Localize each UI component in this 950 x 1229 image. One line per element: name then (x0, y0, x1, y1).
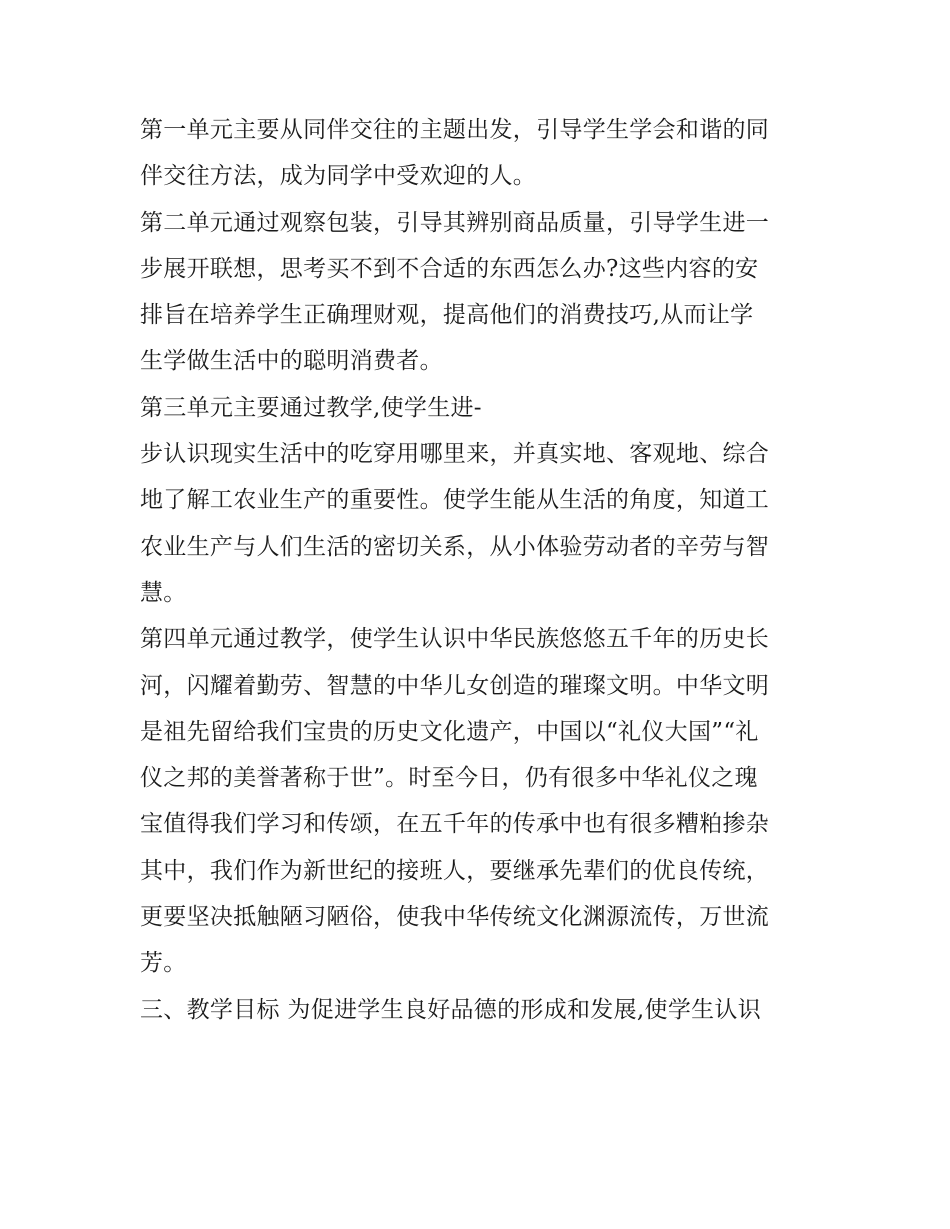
text-line: 芳。 (140, 950, 187, 977)
text-line: 其中，我们作为新世纪的接班人，要继承先辈们的优良传统， (140, 857, 770, 884)
text-line: 河，闪耀着勤劳、智慧的中华儿女创造的璀璨文明。中华文明 (140, 672, 770, 699)
text-line: 第三单元主要通过教学,使学生进- (140, 394, 482, 421)
text-line: 第一单元主要从同伴交往的主题出发，引导学生学会和谐的同 (140, 117, 770, 143)
text-line: 宝值得我们学习和传颂，在五千年的传承中也有很多糟粕掺杂 (140, 811, 770, 838)
text-line: 地了解工农业生产的重要性。使学生能从生活的角度，知道工 (140, 487, 770, 514)
text-line: 是祖先留给我们宝贵的历史文化遗产，中国以“礼仪大国”“礼 (140, 718, 759, 745)
text-line: 三、教学目标 为促进学生良好品德的形成和发展,使学生认识 (140, 996, 762, 1023)
text-line: 伴交往方法，成为同学中受欢迎的人。 (140, 163, 537, 190)
text-line: 慧。 (140, 579, 187, 606)
text-line: 步展开联想，思考买不到不合适的东西怎么办?这些内容的安 (140, 255, 759, 282)
text-line: 仪之邦的美誉著称于世”。时至今日，仍有很多中华礼仪之瑰 (140, 765, 758, 792)
text-line: 排旨在培养学生正确理财观，提高他们的消费技巧,从而让学 (140, 302, 754, 329)
text-line: 第二单元通过观察包装，引导其辨别商品质量，引导学生进一 (140, 209, 770, 236)
text-line: 第四单元通过教学，使学生认识中华民族悠悠五千年的历史长 (140, 626, 770, 653)
text-line: 生学做生活中的聪明消费者。 (140, 348, 443, 375)
text-line: 步认识现实生活中的吃穿用哪里来，并真实地、客观地、综合 (140, 441, 770, 468)
text-line: 农业生产与人们生活的密切关系，从小体验劳动者的辛劳与智 (140, 533, 770, 560)
body-text (140, 107, 830, 1033)
text-line: 更要坚决抵触陋习陋俗，使我中华传统文化渊源流传，万世流 (140, 904, 770, 931)
